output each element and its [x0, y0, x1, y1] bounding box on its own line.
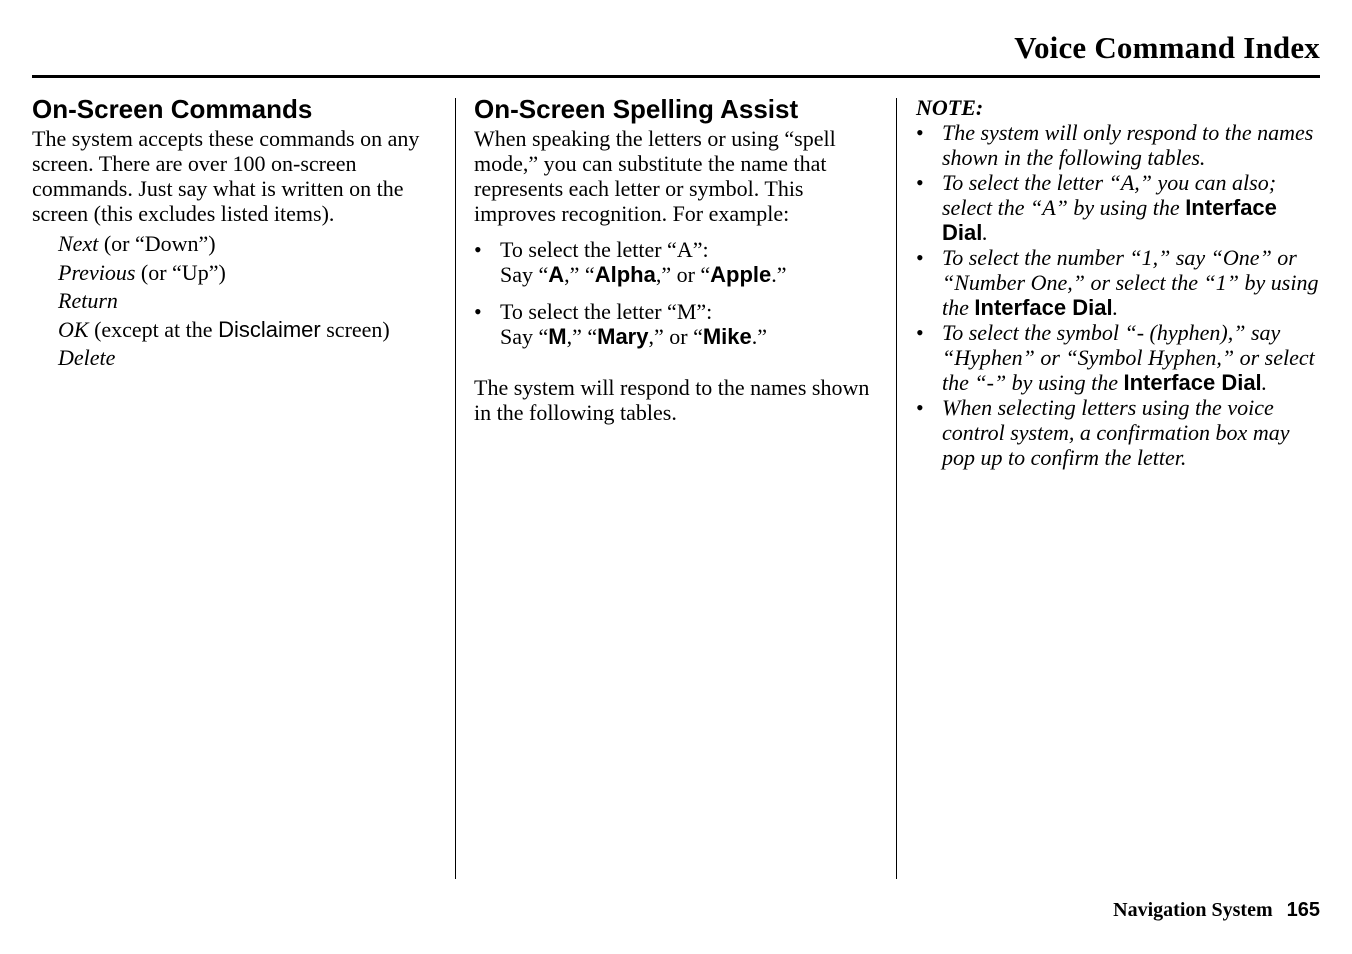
- on-screen-commands-section: [32, 92, 442, 373]
- bullet: •: [916, 120, 924, 145]
- note-text: The system will only respond to the names shown in the following tables.: [942, 120, 1314, 170]
- separator: ,” “: [564, 262, 595, 287]
- ui-term: Interface Dial: [1123, 370, 1262, 395]
- list-item: [916, 120, 1326, 170]
- note-text: To select the number “1,” say “One” or “Number One,” or select the “1” by using the: [942, 245, 1319, 320]
- title-rule: [32, 75, 1320, 78]
- command-list: [32, 230, 442, 373]
- section-heading: On-Screen Spelling Assist: [474, 94, 799, 124]
- spoken-word: Mike: [702, 324, 752, 349]
- example-list: [474, 237, 884, 349]
- command-note: screen): [320, 316, 390, 342]
- example-say: [500, 262, 884, 287]
- note-text: To select the symbol “- (hyphen),” say “Hyphen” or “Symbol Hyphen,” or select the “-” by using the: [942, 320, 1315, 395]
- list-item: [474, 237, 884, 287]
- note-section: [916, 95, 1326, 470]
- note-list: [916, 120, 1326, 470]
- separator: .”: [771, 262, 787, 287]
- separator: .”: [751, 324, 768, 349]
- note-end: .: [982, 220, 988, 245]
- note-end: .: [1261, 370, 1268, 395]
- command-name: Delete: [58, 345, 116, 370]
- command-name: OK: [58, 316, 89, 342]
- list-item: [916, 320, 1326, 395]
- note-label: NOTE:: [916, 95, 984, 120]
- spelling-assist-section: [474, 92, 884, 425]
- section-outro: The system will respond to the names shown in the following tables.: [474, 375, 870, 425]
- bullet: •: [916, 320, 924, 345]
- command-note: (or “Up”): [135, 259, 226, 285]
- column-divider-1: [455, 98, 456, 879]
- say-text: Say “: [500, 324, 549, 349]
- note-text: To select the letter “A,” you can also; select the “A” by using the: [942, 170, 1277, 220]
- list-item: [474, 299, 884, 349]
- bullet: •: [916, 395, 924, 420]
- footer-label: Navigation System: [1113, 899, 1273, 921]
- separator: ,” or “: [648, 324, 703, 349]
- bullet: •: [474, 299, 482, 324]
- list-item: [916, 170, 1326, 245]
- command-name: Next: [58, 231, 99, 256]
- command-name: Return: [58, 288, 118, 313]
- page-number: 165: [1286, 899, 1320, 921]
- list-item: [916, 395, 1326, 470]
- command-name: Previous: [58, 259, 136, 285]
- separator: ,” or “: [655, 262, 711, 287]
- list-item: [916, 245, 1326, 320]
- example-line: To select the letter “M”:: [500, 299, 713, 324]
- bullet: •: [916, 170, 924, 195]
- section-intro: The system accepts these commands on any screen. There are over 100 on-screen commands. Just say what is written on the screen (this excludes listed items).: [32, 126, 420, 226]
- example-say: [500, 324, 884, 349]
- section-heading: On-Screen Commands: [32, 94, 313, 124]
- ui-term: Interface Dial: [942, 195, 1277, 245]
- spoken-word: Mary: [597, 324, 649, 349]
- separator: ,” “: [566, 324, 598, 349]
- list-item: [58, 344, 442, 373]
- spoken-word: M: [548, 324, 567, 349]
- note-text: When selecting letters using the voice control system, a confirmation box may pop up to confirm the letter.: [942, 395, 1290, 470]
- command-note: (or “Down”): [98, 231, 216, 256]
- list-item: [58, 316, 442, 345]
- page-footer: [1113, 899, 1320, 922]
- column-divider-2: [896, 98, 897, 879]
- bullet: •: [474, 237, 482, 262]
- list-item: [58, 230, 442, 259]
- list-item: [58, 259, 442, 288]
- command-note: (except at the: [88, 316, 219, 342]
- bullet: •: [916, 245, 924, 270]
- page-title: Voice Command Index: [1014, 30, 1320, 65]
- spoken-word: A: [548, 262, 565, 287]
- spoken-word: Apple: [710, 262, 772, 287]
- note-end: .: [1112, 295, 1119, 320]
- example-line: To select the letter “A”:: [500, 237, 709, 262]
- section-intro: When speaking the letters or using “spell mode,” you can substitute the name that represents each letter or symbol. This improves recognition. For example:: [474, 126, 836, 226]
- list-item: [58, 287, 442, 316]
- spoken-word: Alpha: [594, 262, 656, 287]
- ui-term: Interface Dial: [974, 295, 1113, 320]
- ui-term: Disclaimer: [218, 316, 321, 342]
- say-text: Say “: [500, 262, 549, 287]
